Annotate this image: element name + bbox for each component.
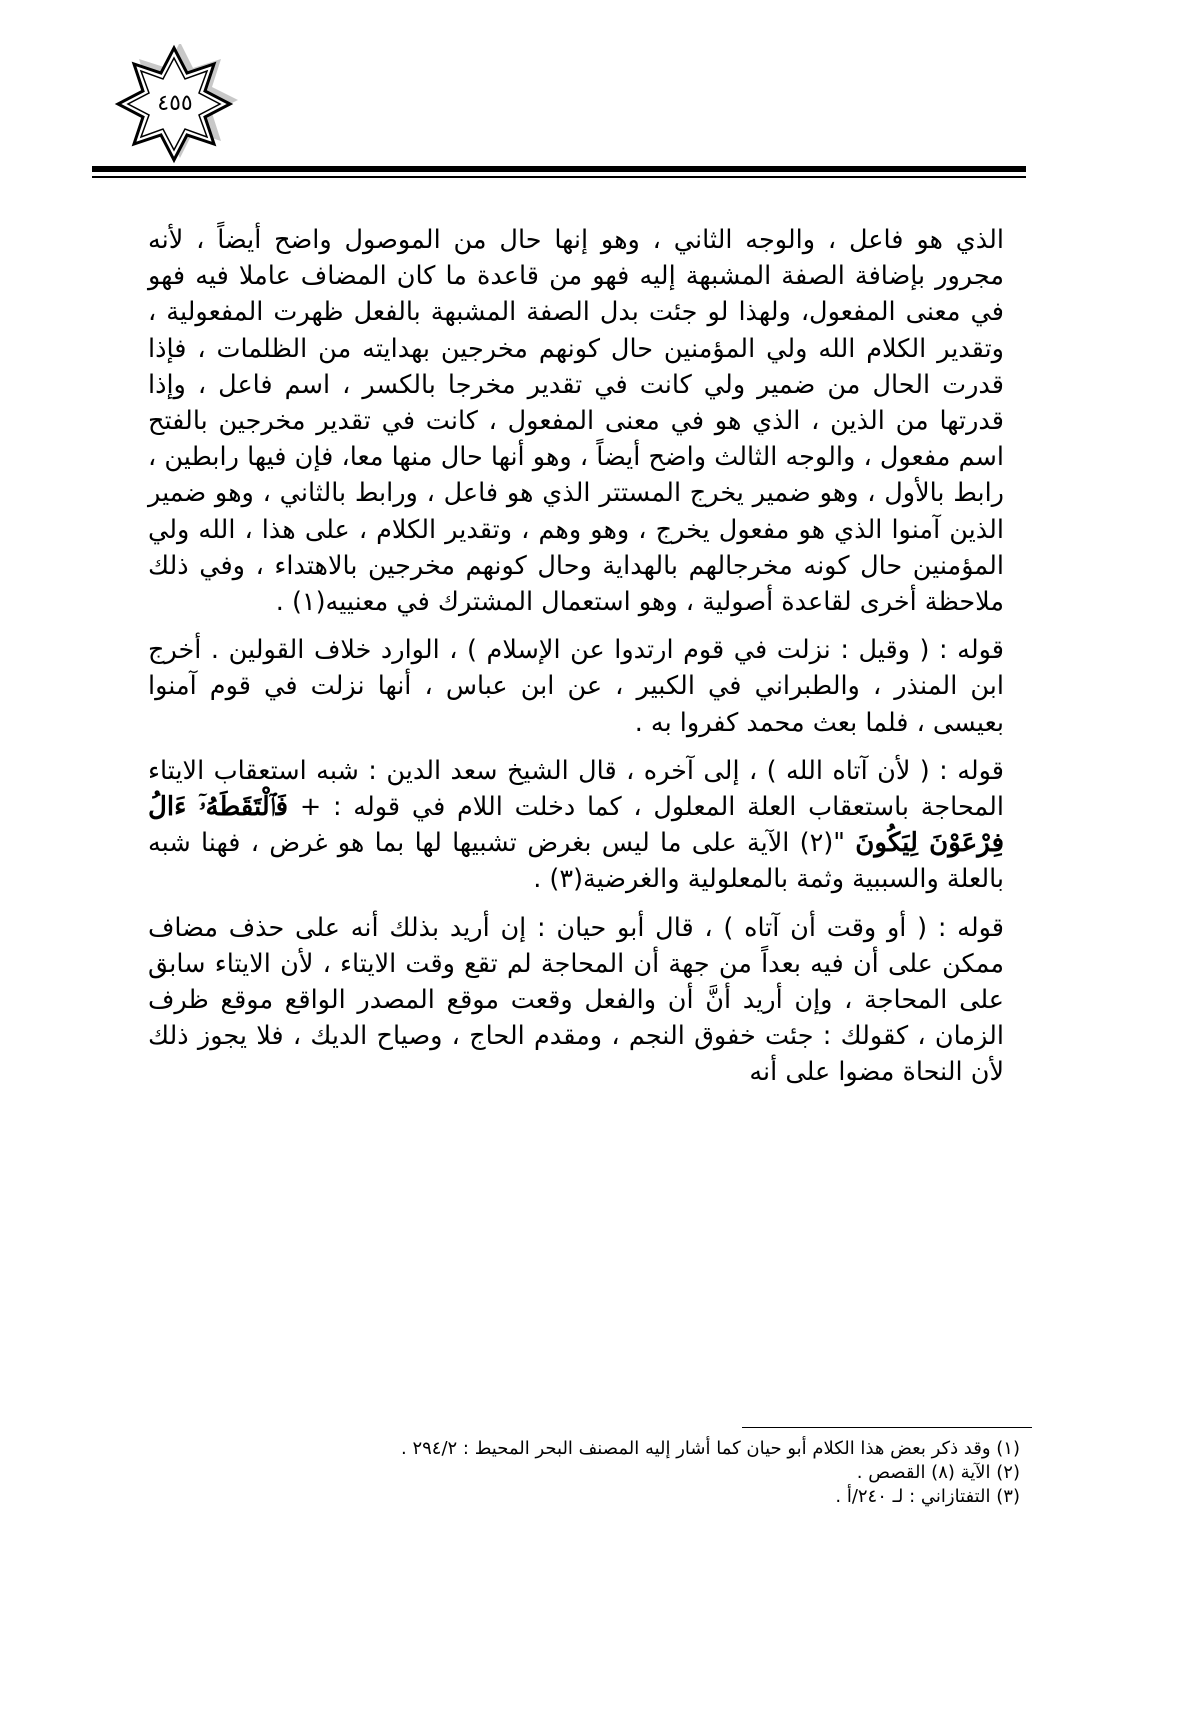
footnote-1: (١) وقد ذكر بعض هذا الكلام أبو حيان كما أشار إليه المصنف البحر المحيط : ٢٩٤/٢ . xyxy=(401,1438,1020,1459)
paragraph-4: قوله : ( أو وقت أن آتاه ) ، قال أبو حيان : إن أريد بذلك أنه على حذف مضاف ممكن على أن فيه بعداً من جهة أن المحاجة لم تقع وقت الايتاء ، لأن الايتاء سابق على المحاجة ، وإن أريد أنَّ أن والفعل وقعت موقع المصدر الواقع موقع ظرف الزمان ، كقولك : جئت خفوق النجم ، ومقدم الحاج ، وصياح الديك ، فلا يجوز ذلك لأن النحاة مضوا على أنه xyxy=(148,912,1004,1088)
header-rule-thick xyxy=(92,166,1026,172)
paragraph-2: قوله : ( وقيل : نزلت في قوم ارتدوا عن الإسلام ) ، الوارد خلاف القولين . أخرج ابن المنذر ، والطبراني في الكبير ، عن ابن عباس ، أنها نزلت في قوم آمنوا بعيسى ، فلما بعث محمد كفروا به . xyxy=(148,635,1004,738)
paragraph-1: الذي هو فاعل ، والوجه الثاني ، وهو إنها حال من الموصول واضح أيضاً ، لأنه مجرور بإضافة الصفة المشبهة إليه فهو من قاعدة ما كان المضاف عاملا فيه فهو في معنى المفعول، ولهذا لو جئت بدل الصفة المشبهة بالفعل ظهرت المفعولية ، وتقدير الكلام الله ولي المؤمنين حال كونهم مخرجين بهدايته من الظلمات ، فإذا قدرت الحال من ضمير ولي كانت في تقدير مخرجا بالكسر ، اسم فاعل ، وإذا قدرتها من الذين ، الذي هو في معنى المفعول ، كانت في تقدير مخرجين بالفتح اسم مفعول ، والوجه الثالث واضح أيضاً ، وهو أنها حال منها معا، فإن فيها رابطين ، رابط بالأول ، وهو ضمير يخرج المستتر الذي هو فاعل ، ورابط بالثاني ، وهو ضمير الذين آمنوا الذي هو مفعول يخرج ، وهو وهم ، وتقدير الكلام ، على هذا ، الله ولي المؤمنين حال كونه مخرجالهم بالهداية وحال كونهم مخرجين بالاهتداء ، وفي ذلك ملاحظة أخرى لقاعدة أصولية ، وهو استعمال المشترك في معنييه(١) . xyxy=(148,225,1004,618)
footnote-3: (٣) التفتازاني : لـ ٢٤٠/أ . xyxy=(835,1486,1020,1507)
paragraph-3 xyxy=(148,753,1004,898)
main-text xyxy=(148,222,1004,1091)
quran-verse: فَٱلْتَقَطَهُۥٓ ءَالُ فِرْعَوْنَ لِيَكُونَ xyxy=(148,792,1004,859)
footnotes xyxy=(200,1437,1020,1509)
paragraph-3-after-quran: "(٢) الآية على ما ليس بغرض تشبيها لها بما هو غرض ، فهنا شبه بالعلة والسببية وثمة بالمعلولية والغرضية(٣) . xyxy=(148,828,1004,895)
footnote-2: (٢) الآية (٨) القصص . xyxy=(856,1462,1020,1483)
footnote-separator xyxy=(742,1427,1032,1428)
header-rule-thin xyxy=(92,176,1026,178)
page-number: ٤٥٥ xyxy=(157,90,193,116)
paragraph-3-before-quran: قوله : ( لأن آتاه الله ) ، إلى آخره ، قال الشيخ سعد الدين : شبه استعقاب الايتاء المحاجة باستعقاب العلة المعلول ، كما دخلت اللام في قوله : + xyxy=(148,755,1005,823)
page-number-badge xyxy=(110,44,240,164)
